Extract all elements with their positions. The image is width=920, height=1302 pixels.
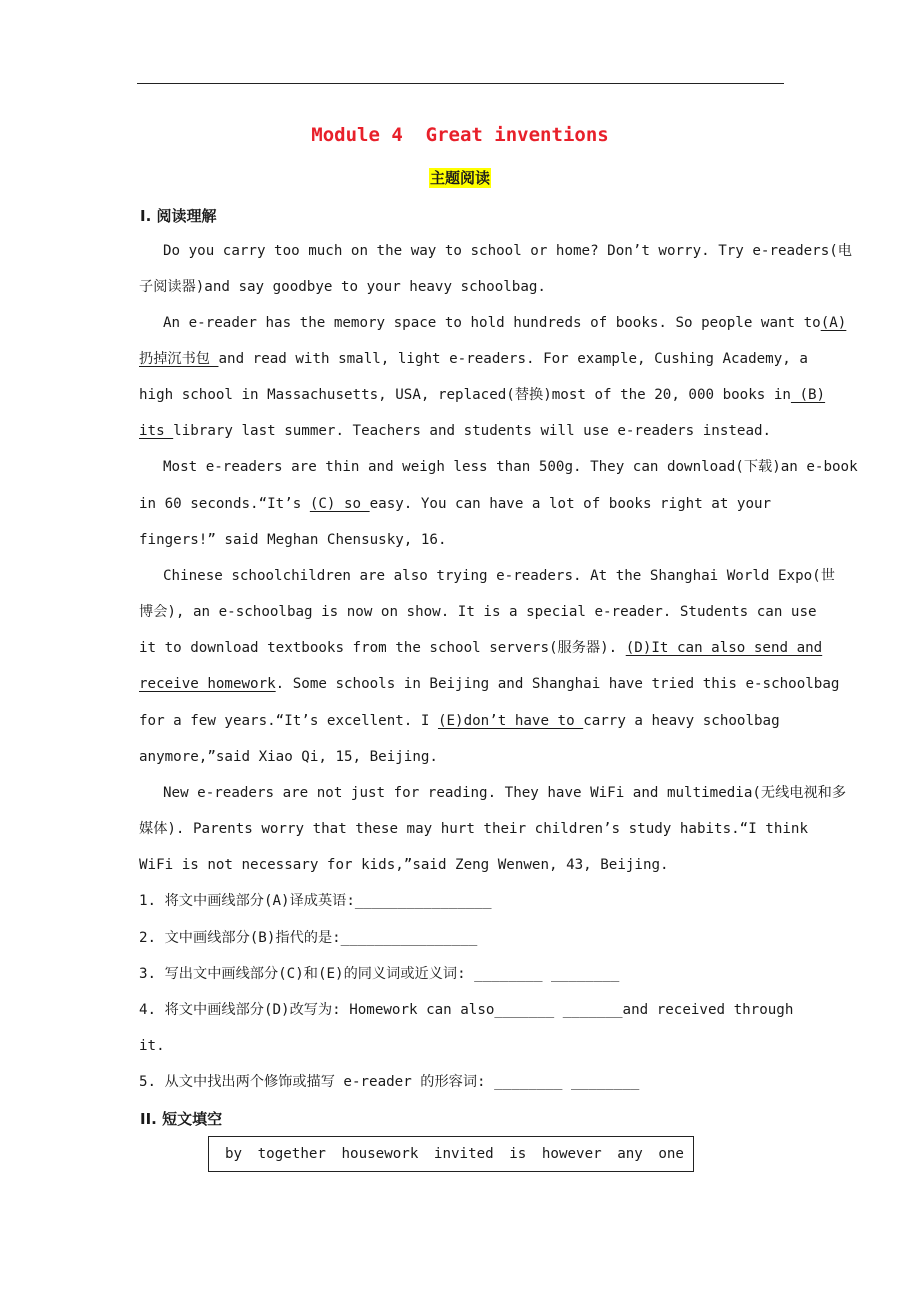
p3-text: easy. You can have a lot of books right at your — [369, 496, 772, 512]
p4-text: carry a heavy schoolbag — [583, 713, 780, 729]
question-4: 4. 将文中画线部分(D)改写为: Homework can also_______ _______and received through — [139, 1002, 794, 1018]
underline-B-text: its — [139, 423, 174, 439]
p5-line1: New e-readers are not just for reading. They have WiFi and multimedia(无线电视和多 — [163, 785, 847, 801]
question-5: 5. 从文中找出两个修饰或描写 e-reader 的形容词: ________ ________ — [139, 1074, 640, 1090]
underline-A-text: 扔掉沉书包 — [139, 351, 219, 367]
p2-text: An e-reader has the memory space to hold hundreds of books. So people want to — [163, 315, 821, 331]
p2-line3 — [139, 385, 825, 405]
word-bank-item: is — [509, 1146, 527, 1162]
word-bank-item: any — [617, 1146, 643, 1162]
section-heading-reading: I. 阅读理解 — [140, 207, 217, 225]
p5-line3: WiFi is not necessary for kids,”said Zeng Wenwen, 43, Beijing. — [139, 857, 669, 873]
word-bank-item: together — [257, 1146, 326, 1162]
p2-line2 — [139, 349, 808, 369]
word-bank-item: invited — [433, 1146, 494, 1162]
p1-line1: Do you carry too much on the way to school or home? Don’t worry. Try e-readers(电 — [163, 243, 852, 259]
underline-E: (E)don’t have to — [437, 713, 584, 729]
word-bank-item: one — [658, 1146, 684, 1162]
p4-line2: 博会), an e-schoolbag is now on show. It is a special e-reader. Students can use — [139, 604, 817, 620]
p2-text: and read with small, light e-readers. For example, Cushing Academy, a — [218, 351, 808, 367]
p4-text: for a few years.“It’s excellent. I — [139, 713, 438, 729]
p4-text: . Some schools in Beijing and Shanghai have tried this e-schoolbag — [275, 676, 840, 692]
p4-line1: Chinese schoolchildren are also trying e-readers. At the Shanghai World Expo(世 — [163, 568, 835, 584]
underline-A-marker: (A) — [820, 315, 847, 331]
header-rule — [137, 83, 784, 84]
word-bank-item: however — [541, 1146, 602, 1162]
subtitle-wrap — [0, 168, 920, 188]
p3-line2 — [139, 494, 771, 514]
p3-line1: Most e-readers are thin and weigh less than 500g. They can download(下载)an e-book — [163, 459, 858, 475]
p1-line2: 子阅读器)and say goodbye to your heavy schoolbag. — [139, 279, 546, 295]
underline-D-cont: receive homework — [139, 676, 276, 692]
p2-line1 — [163, 313, 846, 333]
p4-text: it to download textbooks from the school servers(服务器). — [139, 640, 626, 656]
question-4-cont: it. — [139, 1038, 165, 1054]
p3-line3: fingers!” said Meghan Chensusky, 16. — [139, 532, 447, 548]
question-1: 1. 将文中画线部分(A)译成英语:________________ — [139, 893, 492, 909]
underline-B-marker: (B) — [790, 387, 826, 403]
p5-line2: 媒体). Parents worry that these may hurt their children’s study habits.“I think — [139, 821, 808, 837]
underline-C: (C) so — [309, 496, 370, 512]
p4-line6: anymore,”said Xiao Qi, 15, Beijing. — [139, 749, 438, 765]
p2-text: high school in Massachusetts, USA, replaced(替换)most of the 20, 000 books in — [139, 387, 791, 403]
word-bank-item: housework — [341, 1146, 419, 1162]
p2-text: library last summer. Teachers and students will use e-readers instead. — [173, 423, 772, 439]
p4-line3 — [139, 638, 822, 658]
p4-line5 — [139, 711, 780, 731]
p2-line4 — [139, 421, 771, 441]
section-heading-cloze: II. 短文填空 — [140, 1110, 223, 1128]
module-title: Module 4 Great inventions — [311, 124, 609, 146]
question-3: 3. 写出文中画线部分(C)和(E)的同义词或近义词: ________ ________ — [139, 966, 620, 982]
word-bank-item: by — [225, 1146, 243, 1162]
word-bank — [208, 1136, 694, 1172]
p3-text: in 60 seconds.“It’s — [139, 496, 310, 512]
question-2: 2. 文中画线部分(B)指代的是:________________ — [139, 930, 478, 946]
underline-D: (D)It can also send and — [625, 640, 823, 656]
subtitle-highlight: 主题阅读 — [429, 169, 490, 187]
p4-line4 — [139, 674, 839, 694]
